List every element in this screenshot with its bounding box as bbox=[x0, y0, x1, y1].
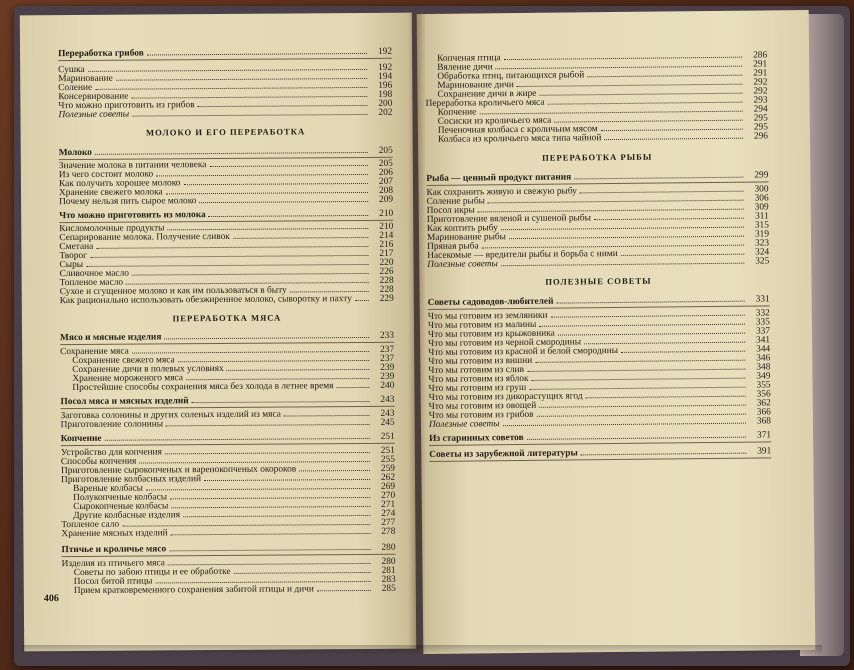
dot-leader bbox=[556, 295, 744, 304]
toc-entry bbox=[61, 418, 395, 430]
dot-leader bbox=[168, 557, 371, 565]
dot-leader bbox=[478, 203, 744, 213]
toc-entry-title: Посол мяса и мясных изделий bbox=[60, 396, 189, 408]
toc-page-number: 341 bbox=[755, 335, 771, 346]
toc-entry-title: Значение молока в питании человека bbox=[58, 160, 207, 172]
dot-leader bbox=[580, 185, 744, 194]
toc-page-number: 285 bbox=[381, 583, 396, 594]
dot-leader bbox=[209, 209, 369, 217]
toc-entry-title: Насекомые — вредители рыбы и борьба с ними bbox=[427, 248, 618, 261]
toc-page-number: 237 bbox=[380, 353, 395, 364]
toc-entry-title: Вареные колбасы bbox=[73, 483, 143, 495]
toc-page-number: 325 bbox=[755, 256, 770, 267]
toc-page-number: 291 bbox=[753, 68, 768, 79]
toc-entry-title: Заготовка солонины и других соленых изделий из мяса bbox=[60, 409, 281, 422]
toc-page-number: 207 bbox=[378, 176, 393, 187]
toc-entry-title: Маринование дичи bbox=[437, 80, 514, 91]
dot-leader bbox=[586, 390, 746, 399]
toc-page-number: 243 bbox=[380, 408, 395, 419]
toc-entry-title: Копчение bbox=[60, 433, 102, 445]
toc-entry-title: Молоко bbox=[58, 147, 92, 159]
toc-entry bbox=[61, 527, 395, 539]
dot-leader bbox=[183, 509, 370, 517]
toc-page-number: 205 bbox=[378, 158, 393, 169]
toc-entry-title: Сепарирование молока. Получение сливок bbox=[59, 231, 230, 244]
toc-page-number: 391 bbox=[757, 446, 772, 457]
section-heading: МОЛОКО И ЕГО ПЕРЕРАБОТКА bbox=[145, 126, 306, 138]
dot-leader bbox=[581, 447, 747, 456]
toc-page-number: 251 bbox=[380, 431, 395, 442]
toc-page-number: 311 bbox=[755, 211, 769, 222]
toc-entry-title: Другие колбасные изделия bbox=[73, 510, 181, 522]
toc-page-number: 243 bbox=[380, 394, 395, 405]
dot-leader bbox=[496, 60, 743, 70]
toc-entry-title: Что можно приготовить из молока bbox=[59, 210, 206, 222]
toc-page-number: 200 bbox=[378, 98, 393, 109]
dot-leader bbox=[156, 168, 368, 176]
toc-page-number: 262 bbox=[380, 472, 396, 483]
toc-entry-title: Приготовление вяленой и сушеной рыбы bbox=[426, 213, 591, 225]
dot-leader bbox=[529, 381, 745, 390]
toc-page-number: 245 bbox=[380, 417, 395, 428]
dot-leader bbox=[535, 354, 745, 363]
toc-page-number: 315 bbox=[754, 220, 769, 231]
dot-leader bbox=[122, 518, 370, 527]
toc-entry-title: Рыба — ценный продукт питания bbox=[426, 172, 572, 184]
toc-page-number: 335 bbox=[755, 317, 770, 328]
toc-entry-title: Сливочное масло bbox=[59, 268, 129, 280]
toc-page-number: 269 bbox=[380, 481, 396, 492]
dot-leader bbox=[209, 159, 367, 167]
dot-leader bbox=[503, 417, 746, 427]
toc-entry-title: Приготовление сырокопченых и варенокопченых окороков bbox=[60, 464, 297, 477]
toc-entry-title: Что мы готовим из красной и белой смородины bbox=[428, 345, 619, 358]
toc-page-number: 286 bbox=[752, 50, 768, 61]
dot-leader bbox=[550, 309, 744, 318]
dot-leader bbox=[488, 194, 744, 204]
dot-leader bbox=[131, 90, 367, 99]
toc-entry-title: Что мы готовим из грибов bbox=[428, 409, 534, 421]
toc-page-number: 202 bbox=[378, 107, 393, 118]
toc-page-number: 205 bbox=[378, 145, 393, 156]
toc-entry-title: Сухое и сгущенное молоко и как им пользоваться в быту bbox=[59, 285, 287, 298]
dot-leader bbox=[501, 221, 744, 231]
right-page bbox=[417, 10, 816, 654]
dot-leader bbox=[479, 105, 742, 115]
dot-leader bbox=[537, 408, 746, 417]
page-number: 406 bbox=[43, 593, 59, 605]
toc-page-number: 300 bbox=[754, 184, 769, 195]
toc-entry-title: Сметана bbox=[59, 241, 94, 253]
toc-page-number: 292 bbox=[753, 86, 768, 97]
toc-entry-title: Устройство для копчения bbox=[60, 447, 162, 459]
dot-leader bbox=[527, 363, 745, 372]
dot-leader bbox=[539, 87, 742, 96]
dot-leader bbox=[554, 114, 743, 123]
toc-page-number: 295 bbox=[753, 122, 768, 133]
toc-page-number: 228 bbox=[379, 275, 394, 286]
toc-entry-title: Соление рыбы bbox=[426, 196, 485, 207]
toc-page-number: 277 bbox=[381, 517, 396, 528]
dot-leader bbox=[336, 381, 369, 388]
toc-entry-title: Переработка кроличьего мяса bbox=[425, 97, 545, 109]
section-heading: ПОЛЕЗНЫЕ СОВЕТЫ bbox=[545, 275, 652, 287]
toc-page-number: 280 bbox=[381, 542, 396, 553]
toc-entry-title: Хранение мясных изделий bbox=[61, 528, 168, 540]
dot-leader bbox=[155, 575, 370, 584]
dot-leader bbox=[482, 239, 745, 249]
toc-page-number: 356 bbox=[756, 389, 771, 400]
toc-entry-title: Как рационально использовать обезжиренное молоко, сыворотку и пахту bbox=[59, 294, 352, 307]
toc-entry bbox=[74, 584, 396, 596]
toc-page-number: 283 bbox=[381, 574, 396, 585]
toc-entry-title: Хранение свежего молока bbox=[58, 187, 163, 199]
toc-page-number: 362 bbox=[756, 398, 771, 409]
dot-leader bbox=[116, 72, 367, 81]
toc-entry-title: Переработка грибов bbox=[58, 48, 144, 60]
dot-leader bbox=[169, 543, 370, 551]
toc-page-number: 292 bbox=[753, 77, 768, 88]
toc-entry-title: Полезные советы bbox=[428, 419, 500, 430]
dot-leader bbox=[95, 146, 368, 155]
dot-leader bbox=[105, 432, 370, 441]
dot-leader bbox=[504, 51, 743, 60]
dot-leader bbox=[531, 372, 745, 381]
toc-entry-title: Сохранение свежего мяса bbox=[72, 355, 175, 367]
toc-entry-title: Простейшие способы сохранения мяса без холода в летнее время bbox=[72, 381, 334, 394]
toc-entry-title: Сохранение дичи в полевых условиях bbox=[72, 363, 224, 376]
toc-page-number: 348 bbox=[756, 362, 771, 373]
toc-entry bbox=[72, 381, 394, 393]
dot-leader bbox=[527, 431, 746, 440]
toc-page-number: 324 bbox=[755, 247, 770, 258]
dot-leader bbox=[192, 395, 370, 403]
toc-page-number: 274 bbox=[381, 508, 396, 519]
toc-entry bbox=[59, 195, 393, 207]
toc-page-number: 251 bbox=[380, 445, 395, 456]
toc-page-number: 239 bbox=[380, 371, 395, 382]
dot-leader bbox=[290, 285, 369, 293]
dot-leader bbox=[166, 418, 370, 426]
toc-page-number: 299 bbox=[754, 170, 769, 181]
toc-page-number: 295 bbox=[753, 113, 768, 124]
dot-leader bbox=[574, 171, 743, 180]
toc-entry bbox=[60, 294, 394, 306]
toc-entry-title: Творог bbox=[59, 250, 88, 262]
dot-leader bbox=[132, 267, 369, 276]
toc-entry-title: Советы по забою птицы и ее обработке bbox=[73, 566, 231, 579]
toc-entry-title: Полукопченые колбасы bbox=[73, 492, 168, 504]
toc-entry-title: Сохранение дичи в жире bbox=[437, 88, 537, 100]
toc-page-number: 209 bbox=[378, 194, 394, 205]
toc-page-number: 349 bbox=[756, 371, 771, 382]
dot-leader bbox=[186, 372, 369, 380]
dot-leader bbox=[601, 123, 743, 131]
toc-page-number: 309 bbox=[754, 202, 769, 213]
toc-entry-title: Как получить хорошее молоко bbox=[58, 178, 181, 190]
toc-entry-title: Полезные советы bbox=[58, 109, 130, 121]
toc-entry-title: Копчение bbox=[437, 107, 477, 118]
toc-entry-title: Что мы готовим из земляники bbox=[427, 310, 548, 322]
toc-entry-title: Что мы готовим из крыжовника bbox=[427, 328, 555, 340]
toc-page-number: 194 bbox=[378, 71, 393, 82]
dot-leader bbox=[167, 222, 368, 230]
toc-page-number: 210 bbox=[379, 221, 394, 232]
toc-page-number: 291 bbox=[753, 59, 768, 70]
toc-page-number: 280 bbox=[381, 556, 396, 567]
toc-entry-title: Консервирование bbox=[58, 91, 129, 103]
dot-leader bbox=[132, 345, 369, 354]
section-heading: ПЕРЕРАБОТКА МЯСА bbox=[172, 312, 282, 324]
toc-entry-title: Из чего состоит молоко bbox=[58, 169, 154, 181]
toc-page-number: 192 bbox=[378, 62, 393, 73]
toc-entry-title: Сушка bbox=[58, 64, 85, 76]
toc-entry-title: Сырокопченые колбасы bbox=[73, 501, 169, 513]
toc-entry-title: Что мы готовим из овощей bbox=[428, 400, 537, 412]
toc-entry-title: Что мы готовим из дикорастущих ягод bbox=[428, 391, 583, 403]
toc-page-number: 240 bbox=[380, 380, 395, 391]
toc-entry-title: Хранение мороженого мяса bbox=[72, 373, 184, 385]
toc-entry-title: Что мы готовим из слив bbox=[428, 364, 525, 376]
toc-page-number: 355 bbox=[756, 380, 771, 391]
toc-entry-title: Маринование рыбы bbox=[426, 232, 507, 243]
toc-page-number: 255 bbox=[380, 454, 395, 465]
dot-leader bbox=[317, 584, 371, 591]
toc-entry-title: Маринование bbox=[58, 73, 113, 85]
toc-entry-title: Способы копчения bbox=[60, 456, 137, 468]
toc-entry-title: Что мы готовим из яблок bbox=[428, 373, 529, 385]
dot-leader bbox=[164, 331, 369, 339]
toc-entry-title: Топленое масло bbox=[59, 277, 124, 289]
dot-leader bbox=[96, 240, 368, 249]
dot-leader bbox=[171, 527, 371, 535]
toc-entry-title: Из старинных советов bbox=[429, 432, 524, 444]
dot-leader bbox=[621, 248, 744, 256]
dot-leader bbox=[147, 47, 367, 56]
toc-page-number: 293 bbox=[753, 95, 768, 106]
dot-leader bbox=[558, 327, 745, 336]
dot-leader bbox=[584, 336, 745, 345]
section-heading: ПЕРЕРАБОТКА РЫБЫ bbox=[542, 151, 653, 163]
toc-entry-title: Соление bbox=[58, 82, 93, 94]
dot-leader bbox=[204, 473, 370, 481]
toc-page-number: 233 bbox=[379, 330, 395, 341]
toc-entry-title: Полезные советы bbox=[427, 259, 498, 270]
toc-entry-title: Что мы готовим из вишни bbox=[428, 355, 533, 367]
toc-entry-title: Советы садоводов-любителей bbox=[427, 296, 554, 308]
toc-page-number: 271 bbox=[381, 499, 396, 510]
dot-leader bbox=[548, 96, 743, 105]
dot-leader bbox=[501, 257, 744, 267]
toc-entry-title: Что можно приготовить из грибов bbox=[58, 100, 195, 112]
dot-leader bbox=[621, 345, 745, 353]
toc-page-number: 198 bbox=[378, 89, 393, 100]
toc-entry-title: Посол икры bbox=[426, 205, 475, 216]
toc-entry-title: Что мы готовим из груш bbox=[428, 382, 527, 394]
toc-page-number: 337 bbox=[755, 326, 771, 337]
dot-leader bbox=[227, 363, 370, 371]
dot-leader bbox=[90, 249, 369, 258]
toc-page-number: 281 bbox=[381, 565, 396, 576]
toc-entry-title: Советы из зарубежной литературы bbox=[429, 448, 578, 460]
toc-page-number: 228 bbox=[379, 284, 394, 295]
toc-page-number: 259 bbox=[380, 463, 395, 474]
toc-entry-title: Что мы готовим из малины bbox=[427, 319, 537, 331]
toc-entry-title: Как коптить рыбу bbox=[426, 223, 498, 234]
toc-page-number: 306 bbox=[754, 193, 769, 204]
toc-entry-title: Мясо и мясные изделия bbox=[60, 332, 162, 344]
toc-entry bbox=[58, 108, 392, 120]
toc-page-number: 366 bbox=[756, 407, 771, 418]
toc-page-number: 192 bbox=[377, 46, 393, 57]
dot-leader bbox=[594, 212, 744, 221]
toc-page-number: 210 bbox=[379, 208, 394, 219]
toc-entry-title: Сосиски из кроличьего мяса bbox=[437, 115, 552, 127]
dot-leader bbox=[170, 491, 370, 499]
dot-leader bbox=[284, 409, 370, 417]
toc-entry-title: Сохранение мяса bbox=[60, 346, 129, 358]
toc-page-number: 216 bbox=[379, 239, 394, 250]
toc-page-number: 371 bbox=[756, 430, 772, 441]
toc-page-number: 319 bbox=[754, 229, 770, 240]
dot-leader bbox=[517, 78, 743, 87]
dot-leader bbox=[171, 500, 370, 508]
dot-leader bbox=[604, 132, 743, 140]
toc-page-number: 278 bbox=[381, 526, 396, 537]
toc-entry-title: Пряная рыба bbox=[427, 241, 479, 252]
toc-entry-title: Обработка птиц, питающихся рыбой bbox=[437, 70, 585, 82]
dot-leader bbox=[86, 258, 368, 267]
dot-leader bbox=[178, 354, 370, 362]
toc-entry-title: Птичье и кроличье мясо bbox=[61, 544, 167, 556]
dot-leader bbox=[165, 446, 370, 454]
dot-leader bbox=[199, 195, 368, 203]
toc-page-number: 208 bbox=[378, 185, 394, 196]
toc-page-number: 217 bbox=[379, 248, 394, 259]
toc-entry-title: Топленое сало bbox=[61, 519, 120, 531]
toc-page-number: 270 bbox=[381, 490, 396, 501]
dot-leader bbox=[132, 108, 367, 117]
toc-page-number: 237 bbox=[380, 344, 395, 355]
dot-leader bbox=[126, 276, 369, 285]
dot-leader bbox=[166, 186, 368, 194]
dot-leader bbox=[355, 294, 369, 301]
page-shadow bbox=[22, 645, 822, 655]
dot-leader bbox=[95, 81, 367, 90]
toc-entry-title: Приготовление колбасных изделий bbox=[60, 474, 202, 486]
left-page bbox=[20, 13, 416, 652]
dot-leader bbox=[88, 63, 368, 72]
dot-leader bbox=[587, 69, 742, 78]
toc-page-number: 214 bbox=[379, 230, 394, 241]
toc-entry-title: Копченая птица bbox=[437, 53, 501, 64]
toc-page-number: 323 bbox=[754, 238, 770, 249]
toc-page-number: 294 bbox=[753, 104, 768, 115]
dot-leader bbox=[539, 399, 746, 408]
toc-page-number: 226 bbox=[379, 266, 394, 277]
dot-leader bbox=[139, 455, 370, 464]
dot-leader bbox=[183, 177, 368, 185]
toc-page-number: 196 bbox=[378, 80, 393, 91]
toc-entry-title: Кисломолочные продукты bbox=[59, 223, 165, 235]
toc-page-number: 220 bbox=[379, 257, 394, 268]
toc-entry bbox=[438, 131, 768, 144]
toc-page-number: 332 bbox=[755, 308, 770, 319]
toc-entry-title: Печеночная колбаса с кроличьим мясом bbox=[437, 124, 598, 136]
toc-entry-title: Колбаса из кроличьего мяса типа чайной bbox=[437, 133, 602, 145]
toc-page-number: 368 bbox=[756, 416, 771, 427]
toc-entry-title: Вяление дичи bbox=[437, 62, 493, 73]
toc-entry-title: Почему нельзя пить сырое молоко bbox=[59, 196, 197, 208]
toc-page-number: 229 bbox=[379, 293, 394, 304]
toc-entry-title: Посол битой птицы bbox=[73, 576, 153, 588]
toc-page-number: 331 bbox=[755, 294, 770, 305]
toc-entry-title: Прием кратковременного сохранения забитой птицы и дичи bbox=[73, 584, 314, 597]
dot-leader bbox=[146, 482, 370, 491]
toc-page-number: 239 bbox=[380, 362, 395, 373]
toc-page-number: 346 bbox=[756, 353, 771, 364]
toc-entry-title: Сыры bbox=[59, 259, 84, 271]
dot-leader bbox=[539, 318, 745, 327]
toc-entry-title: Приготовление солонины bbox=[60, 419, 164, 431]
toc-entry-title: Как сохранить живую и свежую рыбу bbox=[426, 186, 577, 198]
dot-leader bbox=[299, 464, 370, 471]
dot-leader bbox=[233, 231, 369, 239]
toc-entry-title: Изделия из птичьего мяса bbox=[61, 558, 165, 570]
dot-leader bbox=[198, 99, 368, 107]
toc-page-number: 296 bbox=[753, 131, 769, 142]
dot-leader bbox=[234, 566, 371, 574]
toc-page-number: 344 bbox=[756, 344, 771, 355]
dot-leader bbox=[509, 230, 744, 239]
toc-page-number: 206 bbox=[378, 167, 393, 178]
toc-entry-title: Что мы готовим из черной смородины bbox=[428, 337, 582, 349]
